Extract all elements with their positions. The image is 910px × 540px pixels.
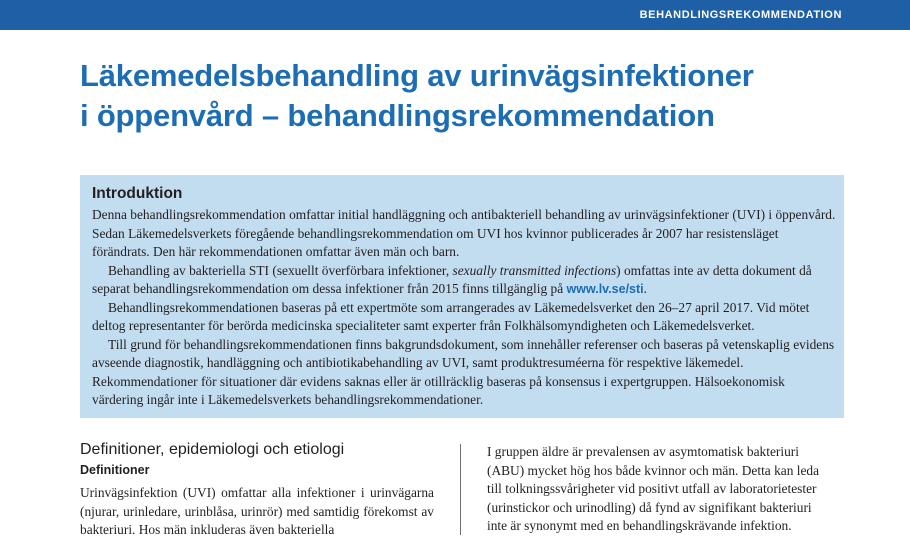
right-column-text (487, 443, 845, 536)
right-column-line: till tolkningssvårigheter vid positivt utfall av laboratorietester (487, 481, 817, 496)
right-column-line: (ABU) mycket hög hos både kvinnor och män. Detta kan leda (487, 462, 820, 478)
section-heading: Definitioner, epidemiologi och etiologi (80, 441, 345, 458)
intro-paragraph-3: Behandlingsrekommendationen baseras på ett expertmöte som arrangerades av Läkemedelsverket den 26–27 april 2017. Vid mötet deltog representanter för berörda medicinska specialiteter samt experter från Folkhälsomyndigheten och Läkemedelsverket. (92, 299, 810, 333)
right-column-line: (urinstickor och urinodling) då fynd av signifikant bakteriuri (487, 499, 812, 515)
intro-p2-end: . (643, 281, 647, 296)
intro-p2-italic: sexually transmitted infections (452, 262, 617, 278)
page-title-line-2: i öppenvård – behandlingsrekommendation (80, 98, 715, 133)
section-header-bar (0, 0, 910, 30)
page-title (80, 56, 880, 136)
section-label: BEHANDLINGSREKOMMENDATION (639, 9, 842, 21)
section-subheading: Definitioner (80, 463, 150, 477)
intro-paragraph-4: Till grund för behandlingsrekommendationen finns bakgrundsdokument, som innehåller referenser och baseras på vetenskaplig evidens avseende diagnostik, handläggning och antibiotikabehandling av UVI, samt produktresuméerna för respektive läkemedel. Rekommendationer för situationer där evidens saknas eller är otillräcklig baseras på konsensus i expertgruppen. Hälsoekonomisk värdering ingår inte i Läkemedelsverkets behandlingsrekommendationer. (92, 336, 835, 407)
intro-paragraph-1: Denna behandlingsrekommendation omfattar initial handläggning och antibakteriell behandling av urinvägsinfektioner (UVI) i öppenvård. Sedan Läkemedelsverkets föregående behandlingsrekommendation om UVI hos kvinnor publicerades år 2007 har resistensläget förändrats. Den här rekommendationen omfattar även män och barn. (92, 207, 836, 259)
introduction-text (92, 206, 836, 410)
sti-link[interactable]: www.lv.se/sti (566, 282, 644, 296)
intro-paragraph-2 (92, 262, 836, 299)
introduction-heading: Introduktion (92, 185, 183, 202)
intro-p2-text: Behandling av bakteriella STI (sexuellt överförbara infektioner, (108, 262, 453, 278)
left-column-text: Urinvägsinfektion (UVI) omfattar alla infektioner i urinvägarna (njurar, urinledare, urinblåsa, urinrör) med samtidig förekomst av bakteriuri. Hos män inkluderas även bakteriella (80, 485, 434, 537)
page-title-line-1: Läkemedelsbehandling av urinvägsinfektioner (80, 58, 754, 93)
right-column-line: I gruppen äldre är prevalensen av asymtomatisk bakteriuri (487, 444, 799, 459)
right-column-line: inte är synonymt med en behandlingskrävande infektion. (487, 518, 792, 533)
intro-p2-text-after: ) omfattas inte av detta dokument då separat behandlingsrekommendation om dessa infektioner från 2015 finns tillgänglig på (92, 262, 812, 296)
column-divider (460, 444, 461, 535)
